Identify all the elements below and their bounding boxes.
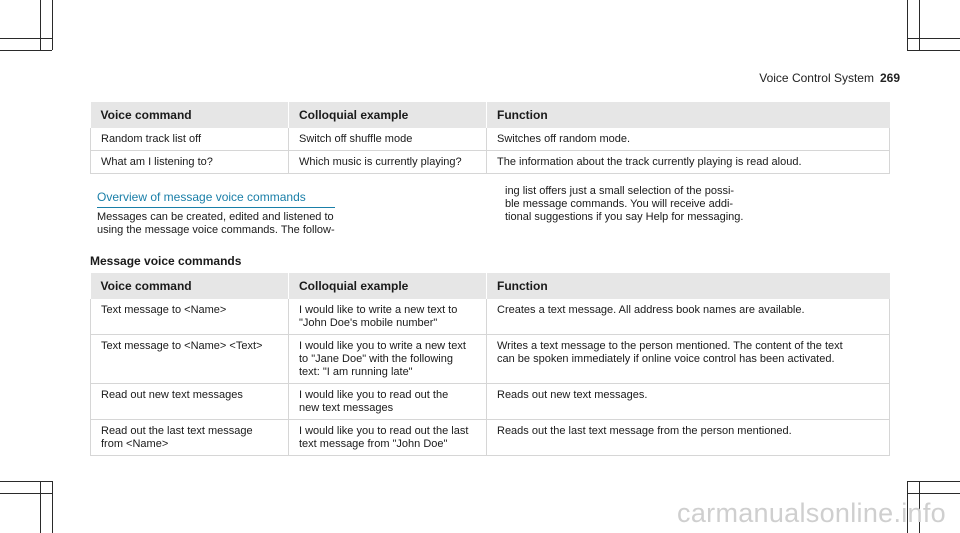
colloquial-example-cell	[289, 128, 487, 151]
watermark: carmanualsonline.info	[677, 498, 946, 528]
section-heading: Overview of message voice commands	[97, 190, 335, 208]
header-voice-command: Voice command	[91, 273, 289, 299]
function-cell	[487, 299, 890, 335]
text-line: I would like you to write a new text	[299, 340, 466, 352]
crop-mark	[0, 493, 52, 494]
header-colloquial-example: Colloquial example	[289, 102, 487, 128]
colloquial-example-cell	[289, 299, 487, 335]
table-row	[91, 384, 890, 420]
table-row	[91, 128, 890, 151]
table-row	[91, 335, 890, 384]
crop-mark	[907, 493, 960, 494]
text-line: Messages can be created, edited and listened to	[97, 211, 334, 223]
text-line: using the message voice commands. The follow-	[97, 224, 335, 236]
crop-mark	[52, 481, 53, 533]
header-voice-command: Voice command	[91, 102, 289, 128]
table-header-row	[91, 102, 890, 128]
text-line: to "Jane Doe" with the following	[299, 353, 453, 365]
page-number: 269	[879, 71, 900, 85]
text-line: Read out new text messages	[101, 389, 243, 401]
table-header-row	[91, 273, 890, 299]
colloquial-example-cell	[289, 335, 487, 384]
text-line: Switches off random mode.	[497, 133, 631, 145]
crop-mark	[907, 50, 960, 51]
function-cell	[487, 384, 890, 420]
crop-mark	[0, 481, 52, 482]
text-line: I would like you to read out the	[299, 389, 449, 401]
crop-mark	[0, 38, 52, 39]
running-header	[759, 71, 900, 85]
header-title: Voice Control System	[759, 71, 874, 85]
text-line: I would like to write a new text to	[299, 304, 458, 316]
text-line: ing list offers just a small selection of the possi-	[505, 185, 735, 197]
text-line: Reads out the last text message from the person mentioned.	[497, 425, 792, 437]
text-line: Switch off shuffle mode	[299, 133, 413, 145]
text-line: Reads out new text messages.	[497, 389, 648, 401]
text-line: text message from "John Doe"	[299, 438, 448, 450]
colloquial-example-cell	[289, 151, 487, 174]
text-line: The information about the track currently playing is read aloud.	[497, 156, 802, 168]
text-line: "John Doe's mobile number"	[299, 317, 438, 329]
crop-mark	[40, 0, 41, 50]
function-cell	[487, 420, 890, 456]
header-function: Function	[487, 273, 890, 299]
colloquial-example-cell	[289, 420, 487, 456]
text-line: Creates a text message. All address book names are available.	[497, 304, 805, 316]
function-cell	[487, 128, 890, 151]
voice-command-cell	[91, 335, 289, 384]
crop-mark	[0, 50, 52, 51]
table-row	[91, 420, 890, 456]
text-line: Random track list off	[101, 133, 202, 145]
crop-mark	[907, 38, 960, 39]
text-line: Read out the last text message	[101, 425, 253, 437]
subheading: Message voice commands	[90, 254, 242, 268]
header-function: Function	[487, 102, 890, 128]
text-line: I would like you to read out the last	[299, 425, 469, 437]
text-line: Text message to <Name> <Text>	[101, 340, 263, 352]
text-line: tional suggestions if you say Help for messaging.	[505, 211, 744, 223]
text-line: can be spoken immediately if online voice control has been activated.	[497, 353, 835, 365]
text-line: text: "I am running late"	[299, 366, 413, 378]
function-cell	[487, 335, 890, 384]
crop-mark	[907, 0, 908, 50]
intro-paragraph-col1	[97, 211, 335, 237]
intro-paragraph-col2	[505, 185, 743, 224]
table-row	[91, 299, 890, 335]
text-line: Writes a text message to the person mentioned. The content of the text	[497, 340, 843, 352]
text-line: Text message to <Name>	[101, 304, 227, 316]
voice-command-cell	[91, 384, 289, 420]
voice-command-cell	[91, 420, 289, 456]
function-cell	[487, 151, 890, 174]
header-colloquial-example: Colloquial example	[289, 273, 487, 299]
voice-command-cell	[91, 151, 289, 174]
text-line: What am I listening to?	[101, 156, 213, 168]
voice-command-cell	[91, 299, 289, 335]
text-line: from <Name>	[101, 438, 169, 450]
voice-command-cell	[91, 128, 289, 151]
crop-mark	[40, 481, 41, 533]
crop-mark	[907, 481, 960, 482]
voice-command-table-2	[90, 273, 890, 456]
colloquial-example-cell	[289, 384, 487, 420]
text-line: ble message commands. You will receive addi-	[505, 198, 734, 210]
table-row	[91, 151, 890, 174]
text-line: new text messages	[299, 402, 394, 414]
crop-mark	[52, 0, 53, 50]
crop-mark	[919, 0, 920, 50]
text-line: Which music is currently playing?	[299, 156, 462, 168]
voice-command-table-1	[90, 102, 890, 174]
